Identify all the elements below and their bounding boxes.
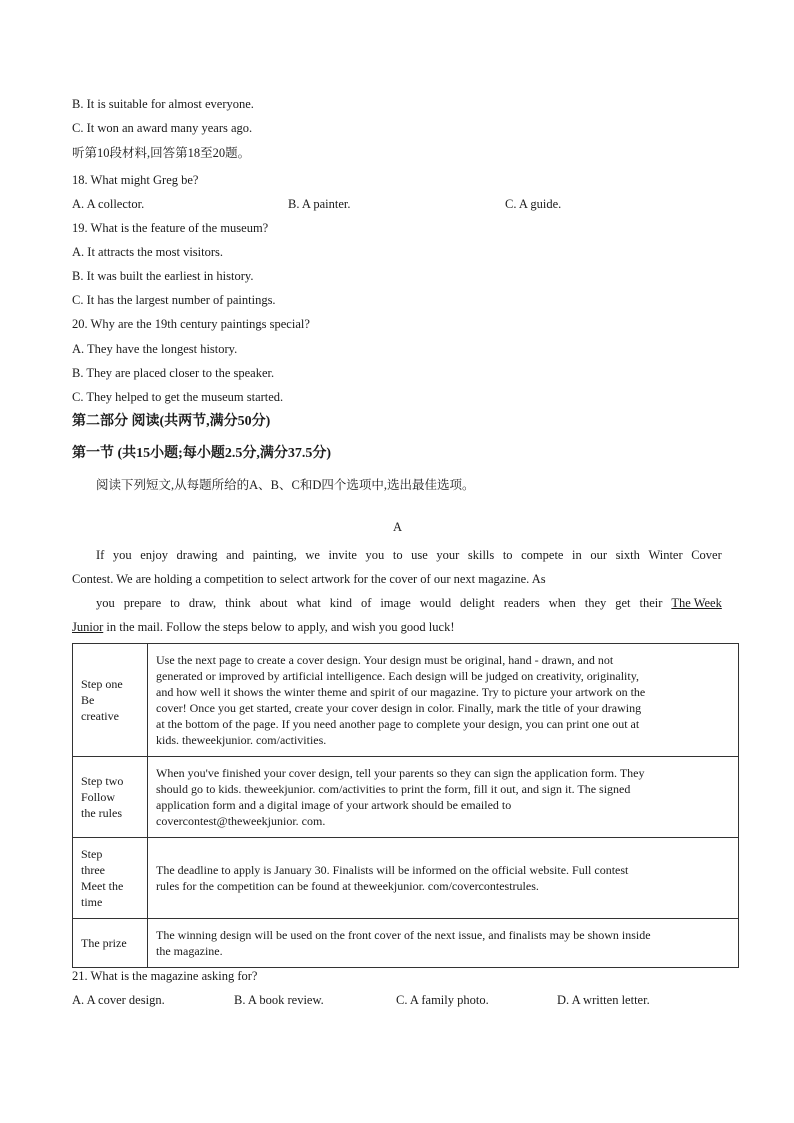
passage-line-2: Contest. We are holding a competition to select artwork for the cover of our next magazine. As <box>72 572 546 586</box>
table-row <box>73 838 739 919</box>
table-row <box>73 644 739 757</box>
passage-line-1: If you enjoy drawing and painting, we invite you to use your skills to compete in our sixth Winter Cover <box>96 548 722 562</box>
q21-option-b: B. A book review. <box>234 993 324 1007</box>
step-description: When you've finished your cover design, tell your parents so they can sign the application form. They should go to kids. theweekjunior. com/activities to print the form, fill it out, and sign it. The signed application form and a digital image of your artwork should be emailed to covercontest@theweekjunior. com. <box>148 757 739 838</box>
q17-option-c: C. It won an award many years ago. <box>72 121 253 135</box>
contest-steps-table <box>72 643 739 968</box>
step-description: Use the next page to create a cover design. Your design must be original, hand - drawn, and not generated or improved by artificial intelligence. Each design will be judged on creativity, originality, and how well it shows the winter theme and spirit of our magazine. Try to picture your artwork on the cover! Once you get started, create your cover design in color. Finally, mark the title of your drawing at the bottom of the page. If you need another page to complete your design, you can print one out at kids. theweekjunior. com/activities. <box>148 644 739 757</box>
q21-option-d: D. A written letter. <box>557 993 650 1007</box>
passage-line-4: Junior in the mail. Follow the steps below to apply, and wish you good luck! <box>72 620 455 634</box>
q21-stem: 21. What is the magazine asking for? <box>72 969 258 983</box>
passage-letter: A <box>393 520 403 534</box>
q18-stem: 18. What might Greg be? <box>72 173 199 187</box>
part2-heading: 第二部分 阅读(共两节,满分50分) <box>72 414 271 429</box>
table-row <box>73 919 739 968</box>
q19-option-c: C. It has the largest number of paintings. <box>72 293 276 307</box>
q21-option-c: C. A family photo. <box>396 993 489 1007</box>
q20-option-a: A. They have the longest history. <box>72 342 238 356</box>
q18-option-b: B. A painter. <box>288 197 351 211</box>
q19-option-b: B. It was built the earliest in history. <box>72 269 254 283</box>
q21-option-a: A. A cover design. <box>72 993 165 1007</box>
step-label: The prize <box>73 919 148 968</box>
section10-instruction: 听第10段材料,回答第18至20题。 <box>72 146 251 160</box>
step-description: The deadline to apply is January 30. Finalists will be informed on the official website. Full contest rules for the competition can be found at theweekjunior. com/covercontestrules. <box>148 838 739 919</box>
section1-heading: 第一节 (共15小题;每小题2.5分,满分37.5分) <box>72 446 331 461</box>
q19-option-a: A. It attracts the most visitors. <box>72 245 224 259</box>
q20-stem: 20. Why are the 19th century paintings special? <box>72 317 310 331</box>
reading-instruction: 阅读下列短文,从每题所给的A、B、C和D四个选项中,选出最佳选项。 <box>96 478 475 492</box>
q19-stem: 19. What is the feature of the museum? <box>72 221 269 235</box>
step-label: Step one Be creative <box>73 644 148 757</box>
q20-option-b: B. They are placed closer to the speaker. <box>72 366 275 380</box>
passage-line-3: you prepare to draw, think about what kind of image would delight readers when they get their The Week <box>96 596 722 610</box>
q18-option-c: C. A guide. <box>505 197 562 211</box>
q17-option-b: B. It is suitable for almost everyone. <box>72 97 254 111</box>
q18-option-a: A. A collector. <box>72 197 145 211</box>
table-row <box>73 757 739 838</box>
step-label: Step three Meet the time <box>73 838 148 919</box>
magazine-title-part1: The Week <box>671 596 722 610</box>
step-label: Step two Follow the rules <box>73 757 148 838</box>
q20-option-c: C. They helped to get the museum started. <box>72 390 284 404</box>
magazine-title-part2: Junior <box>72 620 104 634</box>
step-description: The winning design will be used on the front cover of the next issue, and finalists may be shown inside the magazine. <box>148 919 739 968</box>
